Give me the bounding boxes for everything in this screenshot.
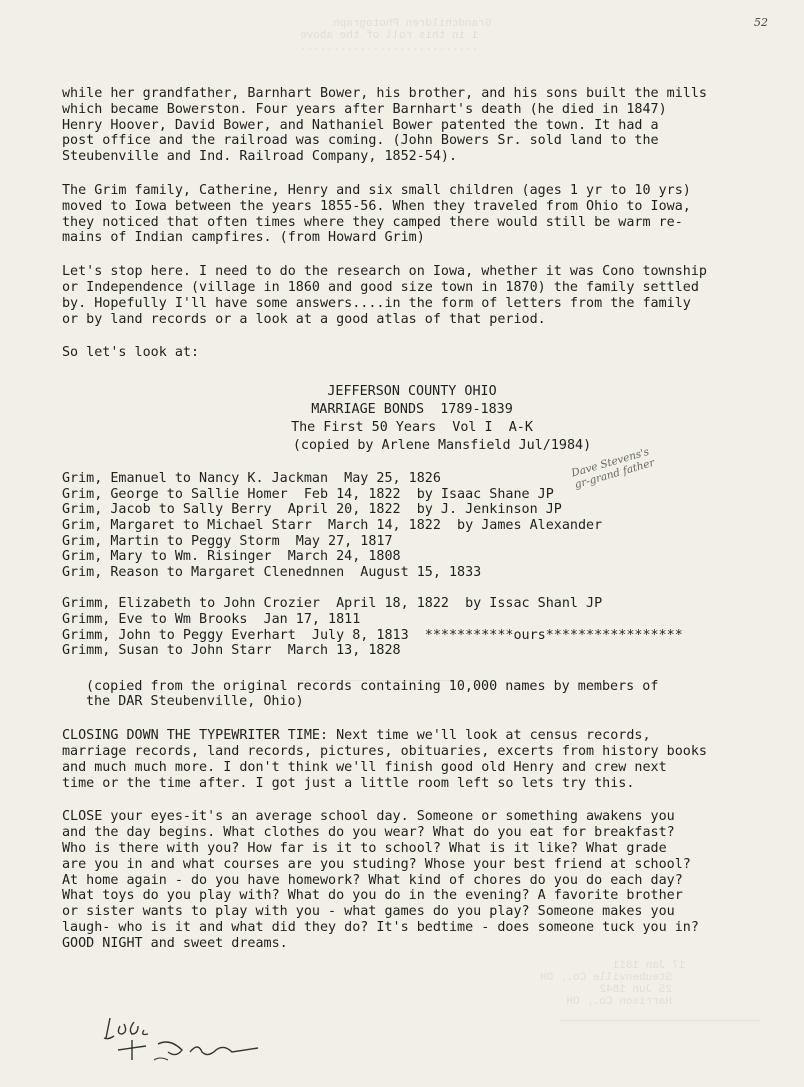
page-number: 52 bbox=[754, 16, 768, 29]
paragraph-lets-stop: Let's stop here. I need to do the research on Iowa, whether it was Cono township or Independence (village in 1860 and good size town in 1870) the family settled by. Hopefully I'll have some answers....in the form of letters from the family or by land records or a look at a good atlas of that period. bbox=[62, 264, 707, 327]
paragraph-grim-family: The Grim family, Catherine, Henry and six small children (ages 1 yr to 10 yrs) moved to Iowa between the years 1855-56. When they traveled from Ohio to Iowa, they noticed that often times where they camped there would still be warm re- mains of Indian campfires. (from Howard Grim) bbox=[62, 182, 691, 246]
heading-line-2: MARRIAGE BONDS 1789-1839 bbox=[311, 402, 513, 418]
handwritten-annotation: Dave Stevens's gr-grand father bbox=[570, 445, 656, 492]
bleed-line-1 bbox=[560, 1020, 760, 1021]
grim-marriage-list bbox=[62, 471, 762, 580]
bleed-through-top: Grandchildren Photograph 1 in this roll of the above ........................... bbox=[300, 18, 492, 54]
list-item: Grim, Jacob to Sally Berry April 20, 1822 by J. Jenkinson JP bbox=[62, 502, 562, 518]
marriage-bonds-heading bbox=[62, 383, 762, 455]
heading-line-3: The First 50 Years Vol I A-K bbox=[291, 420, 533, 436]
list-item: Grimm, Eve to Wm Brooks Jan 17, 1811 bbox=[62, 611, 361, 627]
handwritten-signature bbox=[98, 1008, 268, 1072]
signature-scribble bbox=[98, 1008, 268, 1068]
bleed-through-bottom: 17 Jan 1811 Steubenville Co., OH 25 Jun 1842 Harrison Co., OH bbox=[540, 960, 686, 1008]
list-item: Grimm, John to Peggy Everhart July 8, 1813 ***********ours***************** bbox=[62, 627, 683, 643]
paragraph-close-eyes: CLOSE your eyes-it's an average school day. Someone or something awakens you and the day begins. What clothes do you wear? What do you eat for breakfast? Who is there with you? How far is it to school? What is it like? What grade are you in and what courses are you studing? Whose your best friend at school? At home again - do you have homework? What kind of chores do you do each day? What toys do you play with? What do you do in the evening? A favorite brother or sister wants to play with you - what games do you play? Someone makes you laugh- who is it and what did they do? It's bedtime - does someone tuck you in? GOOD NIGHT and sweet dreams. bbox=[62, 809, 699, 951]
list-item: Grim, Emanuel to Nancy K. Jackman May 25, 1826 bbox=[62, 471, 441, 487]
source-note: (copied from the original records containing 10,000 names by members of the DAR Steubenville, Ohio) bbox=[86, 678, 659, 710]
heading-line-1: JEFFERSON COUNTY OHIO bbox=[327, 384, 497, 400]
list-item: Grim, Martin to Peggy Storm May 27, 1817 bbox=[62, 533, 393, 549]
list-item: Grim, Mary to Wm. Risinger March 24, 1808 bbox=[62, 549, 401, 565]
heading-line-4: (copied by Arlene Mansfield Jul/1984) bbox=[292, 438, 592, 454]
list-item: Grimm, Susan to John Starr March 13, 1828 bbox=[62, 643, 401, 659]
paragraph-closing: CLOSING DOWN THE TYPEWRITER TIME: Next time we'll look at census records, marriage records, land records, pictures, obituaries, excerts from history books and much much more. I don't think we'll finish good old Henry and crew next time or the time after. I got just a little room left so lets try this. bbox=[62, 728, 707, 791]
paragraph-bowerston: while her grandfather, Barnhart Bower, his brother, and his sons built the mills which became Bowerston. Four years after Barnhart's death (he died in 1847) Henry Hoover, David Bower, and Nathaniel Bower patented the town. It had a post office and the railroad was coming. (John Bowers Sr. sold land to the Steubenville and Ind. Railroad Company, 1852-54). bbox=[62, 86, 707, 165]
list-item: Grim, George to Sallie Homer Feb 14, 1822 by Isaac Shane JP bbox=[62, 486, 554, 502]
document-body bbox=[62, 86, 762, 970]
list-item: Grim, Margaret to Michael Starr March 14, 1822 by James Alexander bbox=[62, 517, 603, 533]
list-item: Grim, Reason to Margaret Clenednnen August 15, 1833 bbox=[62, 564, 482, 580]
list-item: Grimm, Elizabeth to John Crozier April 18, 1822 by Issac Shanl JP bbox=[62, 596, 603, 612]
paragraph-lets-look: So let's look at: bbox=[62, 345, 200, 361]
grimm-marriage-list bbox=[62, 596, 762, 658]
